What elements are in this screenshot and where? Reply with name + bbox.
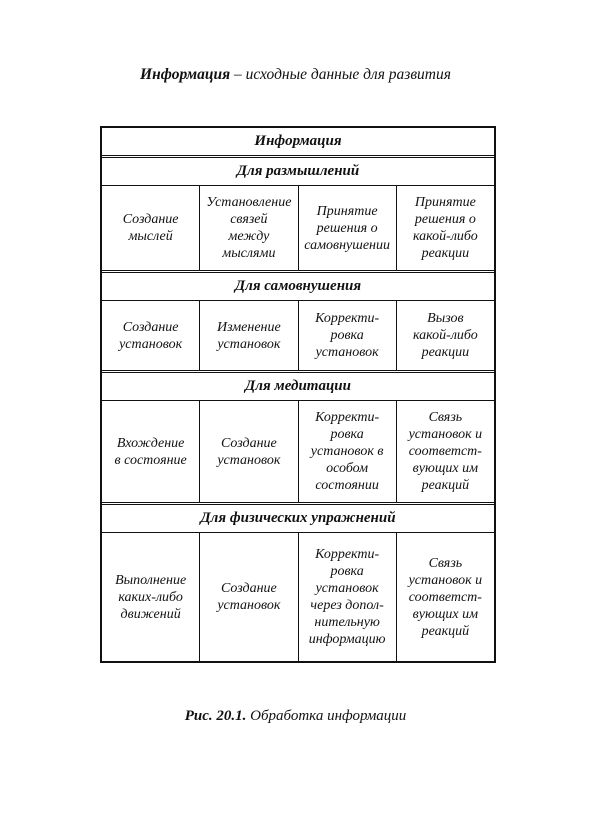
table-cell: Изменение установок [200,301,298,370]
table-cell: Создание установок [102,301,200,370]
table-row [102,401,494,503]
table-cell: Вызов какой-либо реакции [412,311,478,360]
section-header-physical-exercise: Для физических упражнений [102,505,494,533]
table-cell: Вхождение в состояние [102,401,200,502]
table-row [102,186,494,271]
section-header-reflection: Для размышлений [102,158,494,186]
table-cell: Создание мыслей [102,186,200,270]
table-cell: Создание установок [200,533,298,661]
table-row [102,301,494,371]
table-row [102,533,494,661]
information-table [100,126,496,663]
section-header-meditation: Для медитации [102,373,494,401]
figure-heading [0,66,591,84]
table-cell: Принятие решения о какой-либо реакции [412,195,478,261]
table-cell: Принятие решения о самовнушении [299,186,397,270]
heading-rest: – исходные данные для развития [230,66,451,83]
figure-caption [0,708,591,725]
table-title: Информация [102,128,494,156]
caption-figure-number: Рис. 20.1. [184,708,247,724]
table-cell: Связь установок и соответст- вующих им реакций [408,555,483,639]
table-cell: Корректи- ровка установок в особом состоянии [299,401,397,502]
heading-bold-term: Информация [140,66,231,83]
section-header-autosuggestion: Для самовнушения [102,273,494,301]
caption-text: Обработка информации [246,708,407,724]
table-cell: Корректи- ровка установок через допол- нительную информацию [299,533,397,661]
table-cell: Связь установок и соответст- вующих им реакций [408,410,483,493]
table-cell: Создание установок [200,401,298,502]
table-cell: Корректи- ровка установок [299,301,397,370]
table-cell: Выполнение каких-либо движений [102,533,200,661]
table-cell: Установление связей между мыслями [200,186,298,270]
